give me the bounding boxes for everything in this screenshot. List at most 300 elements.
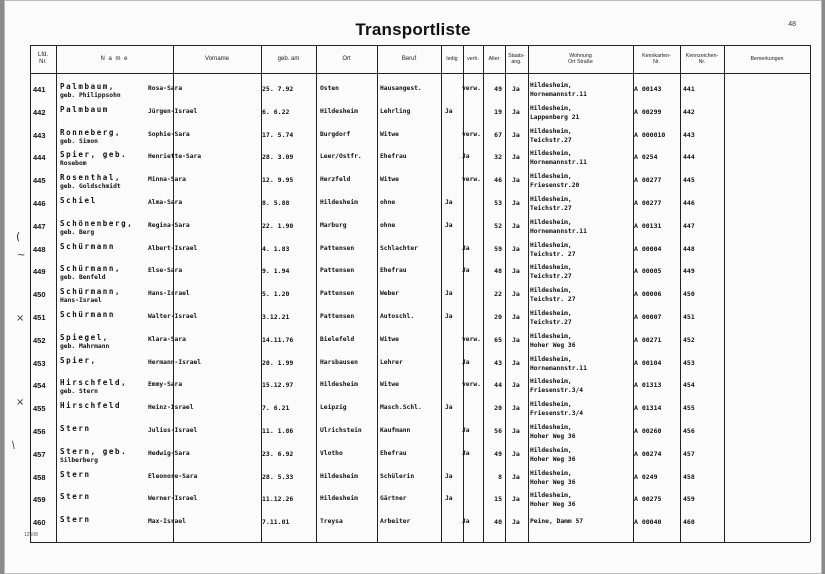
cell-vorname: Albert-Israel: [148, 244, 198, 252]
cell-staatsang: Ja: [512, 267, 520, 276]
cell-wohnung-ort: Hildesheim,: [530, 492, 572, 500]
cell-vorname: Jürgen-Israel: [148, 107, 198, 115]
cell-beruf: Lehrer: [380, 358, 403, 366]
cell-verh: verw.: [462, 176, 481, 184]
cell-alter: 65: [494, 335, 502, 344]
cell-ort: Leipzig: [320, 404, 347, 412]
cell-staatsang: Ja: [512, 244, 520, 253]
header-kennkarten: Kennkarten- Nr.: [642, 52, 671, 65]
cell-alter: 52: [494, 221, 502, 230]
cell-kennzeichen: 455: [683, 404, 695, 413]
cell-vorname: Max-Israel: [148, 518, 186, 526]
cell-alter: 32: [494, 153, 502, 162]
cell-ledig: Ja: [445, 495, 453, 503]
cell-beruf: Masch.Schl.: [380, 404, 422, 412]
cell-beruf: Weber: [380, 290, 399, 298]
cell-kennkarten: A 01313: [634, 381, 662, 390]
cell-geb: 7.11.01: [262, 518, 290, 527]
cell-geb: 14.11.76: [262, 335, 294, 344]
cell-wohnung-strasse: Hoher Weg 36: [530, 455, 576, 463]
cell-vorname: Alma-Sara: [148, 199, 183, 206]
cell-geb: 4. 1.83: [262, 244, 290, 253]
table-row: [30, 149, 810, 170]
cell-kennzeichen: 450: [683, 290, 695, 299]
cell-kennkarten: A 0249: [634, 472, 658, 481]
cell-ledig: Ja: [445, 404, 453, 412]
cell-kennkarten: A 00277: [634, 199, 662, 207]
cell-wohnung-ort: Hildesheim,: [530, 104, 572, 112]
cell-vorname: Walter-Israel: [148, 313, 198, 320]
cell-alter: 56: [494, 427, 502, 435]
cell-wohnung-ort: Hildesheim,: [530, 264, 572, 272]
cell-alter: 15: [494, 495, 502, 504]
cell-alter: 48: [494, 267, 502, 276]
table-row: [30, 491, 810, 512]
cell-ort: Treysa: [320, 518, 343, 526]
cell-kennzeichen: 447: [683, 221, 695, 230]
cell-alter: 20: [494, 313, 502, 321]
cell-vorname: Else-Sara: [148, 267, 183, 275]
cell-ort: Hildesheim: [320, 107, 358, 115]
table-row: [30, 218, 810, 239]
cell-ort: Pattensen: [320, 313, 355, 320]
table-row: [30, 263, 810, 284]
cell-ledig: Ja: [445, 221, 453, 229]
cell-lfd: 455: [33, 404, 46, 414]
cell-kennkarten: A 01314: [634, 404, 662, 413]
cell-wohnung-ort: Hildesheim,: [530, 310, 572, 317]
cell-kennzeichen: 452: [683, 335, 695, 344]
footnote: 12508: [24, 532, 38, 538]
cell-kennkarten: A 00275: [634, 495, 662, 504]
table-row: [30, 127, 810, 148]
cell-staatsang: Ja: [512, 290, 520, 299]
cell-wohnung-strasse: Hoher Weg 36: [530, 433, 576, 440]
cell-geb: 11.12.26: [262, 495, 294, 504]
cell-vorname: Werner-Israel: [148, 495, 198, 503]
cell-wohnung-strasse: Hoher Weg 36: [530, 341, 576, 349]
header-lfd: Lfd. Nr.: [37, 52, 48, 65]
cell-alter: 20: [494, 404, 502, 413]
cell-name-line2: Hans-Israel: [60, 297, 102, 305]
cell-staatsang: Ja: [512, 495, 520, 504]
cell-staatsang: Ja: [512, 427, 520, 435]
table-row: [30, 377, 810, 398]
cell-kennzeichen: 441: [683, 85, 695, 93]
cell-name: Spier, geb.: [60, 150, 128, 160]
cell-kennzeichen: 453: [683, 358, 695, 367]
cell-alter: 44: [494, 381, 502, 390]
header-kennzeichen: Kennzeichen- Nr.: [685, 52, 719, 65]
table-row: [30, 423, 810, 444]
cell-kennkarten: A 00131: [634, 221, 662, 230]
cell-wohnung-strasse: Teichstr.27: [530, 319, 572, 326]
cell-kennzeichen: 444: [683, 153, 695, 162]
cell-wohnung-strasse: Teichstr. 27: [530, 296, 576, 304]
cell-staatsang: Ja: [512, 335, 520, 344]
cell-lfd: 448: [33, 244, 46, 254]
cell-wohnung-strasse: Friesenstr.3/4: [530, 410, 584, 418]
table-row: [30, 241, 810, 262]
cell-ort: Leer/Ostfr.: [320, 153, 362, 161]
cell-ledig: Ja: [445, 313, 453, 320]
cell-name-line2: geb. Benfeld: [60, 274, 106, 282]
cell-name: Stern, geb.: [60, 446, 128, 456]
header-alter: Alter: [488, 55, 500, 62]
cell-kennzeichen: 445: [683, 176, 695, 185]
cell-lfd: 444: [33, 153, 46, 163]
cell-vorname: Minna-Sara: [148, 176, 186, 184]
cell-wohnung-ort: Hildesheim,: [530, 218, 572, 226]
cell-alter: 67: [494, 130, 502, 139]
cell-wohnung-ort: Hildesheim,: [530, 469, 572, 477]
cell-geb: 8. 5.88: [262, 199, 290, 207]
cell-name: Rosenthal,: [60, 173, 122, 183]
cell-beruf: Ehefrau: [380, 449, 407, 457]
cell-beruf: Gärtner: [380, 495, 407, 503]
cell-kennkarten: A 00006: [634, 290, 662, 299]
cell-name: Palmbaum: [60, 104, 109, 114]
page-title: Transportliste: [355, 20, 471, 39]
row-divider: [30, 73, 810, 74]
cell-ort: Hildesheim: [320, 472, 358, 480]
cell-alter: 49: [494, 449, 502, 458]
cell-beruf: Witwe: [380, 130, 399, 138]
header-name: N a m e: [100, 55, 129, 62]
cell-geb: 28. 3.09: [262, 153, 294, 162]
cell-wohnung-strasse: Friesenstr.3/4: [530, 387, 584, 395]
cell-lfd: 445: [33, 176, 46, 186]
cell-wohnung-strasse: Hornemannstr.11: [530, 159, 587, 167]
cell-kennzeichen: 443: [683, 130, 695, 139]
cell-alter: 46: [494, 176, 502, 185]
cell-wohnung-ort: Hildesheim,: [530, 196, 572, 203]
cell-kennzeichen: 448: [683, 244, 695, 253]
cell-ledig: Ja: [445, 199, 453, 206]
margin-cross-mark: ×: [16, 313, 25, 324]
cell-beruf: ohne: [380, 221, 396, 229]
cell-vorname: Klara-Sara: [148, 335, 186, 343]
cell-lfd: 453: [33, 358, 46, 368]
header-vorname: Vorname: [204, 55, 229, 62]
cell-alter: 53: [494, 199, 502, 207]
cell-wohnung-strasse: Teichstr. 27: [530, 250, 576, 258]
cell-geb: 6. 6.22: [262, 107, 290, 116]
cell-alter: 59: [494, 244, 502, 253]
table-row: [30, 446, 810, 467]
cell-name-line2: geb. Stern: [60, 388, 98, 396]
cell-geb: 12. 9.95: [262, 176, 294, 185]
cell-kennkarten: A 00005: [634, 267, 662, 276]
header-wohnung: Wohnung Ort Straße: [568, 52, 593, 65]
cell-beruf: Autoschl.: [380, 313, 415, 320]
cell-geb: 11. 1.86: [262, 427, 294, 435]
table-row: [30, 286, 810, 307]
header-beruf: Beruf: [401, 55, 417, 62]
cell-ort: Bielefeld: [320, 335, 355, 343]
cell-name: Stern: [60, 515, 91, 525]
cell-kennkarten: A 000010: [634, 130, 666, 139]
cell-ort: Harsbausen: [320, 358, 358, 366]
page-number: 48: [788, 21, 796, 28]
cell-wohnung-ort: Hildesheim,: [530, 446, 572, 454]
cell-lfd: 458: [33, 472, 46, 482]
cell-wohnung-ort: Hildesheim,: [530, 241, 572, 249]
cell-beruf: Schülerin: [380, 472, 415, 480]
cell-vorname: Hans-Israel: [148, 290, 190, 298]
table-row: [30, 104, 810, 125]
cell-geb: 5. 1.20: [262, 290, 290, 299]
cell-ort: Pattensen: [320, 244, 355, 252]
cell-ort: Hildesheim: [320, 199, 358, 206]
cell-staatsang: Ja: [512, 313, 520, 321]
cell-name: Hirschfeld,: [60, 378, 128, 388]
cell-staatsang: Ja: [512, 404, 520, 413]
cell-staatsang: Ja: [512, 153, 520, 162]
cell-wohnung-ort: Hildesheim,: [530, 424, 572, 431]
cell-alter: 49: [494, 85, 502, 93]
cell-ort: Hildesheim: [320, 495, 358, 503]
cell-wohnung-ort: Hildesheim,: [530, 401, 572, 409]
cell-vorname: Sophie-Sara: [148, 130, 190, 138]
cell-beruf: Kaufmann: [380, 427, 411, 434]
cell-vorname: Eleonore-Sara: [148, 472, 198, 480]
cell-lfd: 460: [33, 518, 46, 528]
cell-ort: Vlotho: [320, 449, 343, 457]
cell-kennzeichen: 446: [683, 199, 695, 207]
cell-name-line2: geb. Goldschmidt: [60, 183, 121, 191]
cell-kennkarten: A 00260: [634, 427, 662, 435]
cell-verh: Ja: [462, 267, 470, 275]
cell-verh: Ja: [462, 427, 470, 434]
cell-kennkarten: A 00143: [634, 85, 662, 93]
cell-kennzeichen: 442: [683, 107, 695, 116]
cell-kennkarten: A 00040: [634, 518, 662, 527]
cell-ort: Pattensen: [320, 290, 355, 298]
cell-ledig: Ja: [445, 290, 453, 298]
cell-alter: 40: [494, 518, 502, 527]
cell-alter: 8: [498, 472, 502, 481]
cell-staatsang: Ja: [512, 85, 520, 93]
cell-wohnung-strasse: Teichstr.27: [530, 205, 572, 212]
cell-vorname: Regina-Sara: [148, 221, 190, 229]
cell-name: Hirschfeld: [60, 401, 122, 411]
cell-kennkarten: A 00004: [634, 244, 662, 253]
cell-name: Schürmann: [60, 310, 116, 319]
cell-geb: 25. 7.92: [262, 85, 294, 93]
cell-name-line2: geb. Mahrmann: [60, 342, 110, 350]
cell-geb: 23. 6.92: [262, 449, 294, 458]
header-geb: geb. am: [277, 55, 300, 62]
cell-wohnung-strasse: Hornemannstr.11: [530, 227, 587, 235]
cell-vorname: Hermann-Israel: [148, 358, 202, 366]
cell-kennkarten: A 00277: [634, 176, 662, 185]
cell-name-line2: geb. Simon: [60, 137, 98, 145]
cell-wohnung-strasse: Hoher Weg 36: [530, 478, 576, 486]
cell-verh: Ja: [462, 244, 470, 252]
cell-wohnung-ort: Hildesheim,: [530, 332, 572, 340]
cell-staatsang: Ja: [512, 358, 520, 367]
cell-verh: Ja: [462, 518, 470, 526]
cell-staatsang: Ja: [512, 199, 520, 207]
table-row: [30, 400, 810, 421]
header-ledig: ledig: [446, 55, 458, 62]
cell-ort: Burgdorf: [320, 130, 351, 138]
cell-name: Spiegel,: [60, 332, 109, 342]
cell-kennzeichen: 456: [683, 427, 695, 435]
cell-vorname: Emmy-Sara: [148, 381, 183, 389]
cell-alter: 22: [494, 290, 502, 299]
row-divider: [30, 45, 810, 46]
cell-verh: verw.: [462, 381, 481, 389]
cell-geb: 7. 6.21: [262, 404, 290, 413]
cell-kennkarten: A 00007: [634, 313, 662, 321]
cell-wohnung-ort: Hildesheim,: [530, 127, 572, 135]
cell-kennkarten: A 00271: [634, 335, 662, 344]
cell-vorname: Henriette-Sara: [148, 153, 202, 161]
cell-name: Stern: [60, 492, 91, 502]
cell-kennzeichen: 451: [683, 313, 695, 321]
cell-wohnung-ort: Hildesheim,: [530, 173, 572, 181]
table-row: [30, 469, 810, 490]
cell-name-line2: Silberberg: [60, 456, 98, 464]
cell-name: Spier,: [60, 355, 97, 365]
cell-lfd: 449: [33, 267, 46, 277]
cell-beruf: ohne: [380, 199, 396, 206]
cell-name-line2: geb. Philippsohn: [60, 92, 121, 99]
cell-ort: Osten: [320, 85, 339, 92]
cell-ort: Marburg: [320, 221, 347, 229]
cell-kennzeichen: 459: [683, 495, 695, 504]
cell-lfd: 442: [33, 107, 46, 117]
cell-ort: Hildesheim: [320, 381, 358, 389]
margin-stroke-mark: /: [9, 439, 18, 452]
cell-kennkarten: A 00104: [634, 358, 662, 367]
cell-geb: 15.12.97: [262, 381, 294, 390]
table-row: [30, 172, 810, 193]
cell-beruf: Witwe: [380, 176, 399, 184]
cell-beruf: Ehefrau: [380, 267, 407, 275]
margin-cross-mark: ×: [16, 397, 25, 408]
cell-wohnung-strasse: Hornemannstr.11: [530, 364, 587, 372]
cell-lfd: 451: [33, 313, 46, 322]
cell-ledig: Ja: [445, 472, 453, 480]
cell-geb: 22. 1.90: [262, 221, 294, 230]
cell-staatsang: Ja: [512, 472, 520, 481]
margin-check-mark: ~: [17, 250, 26, 261]
cell-beruf: Lehrling: [380, 107, 411, 115]
cell-staatsang: Ja: [512, 107, 520, 116]
cell-name: Schürmann: [60, 241, 116, 251]
cell-ledig: Ja: [445, 107, 453, 115]
cell-beruf: Arbeiter: [380, 518, 411, 526]
header-ort: Ort: [342, 55, 351, 62]
cell-kennzeichen: 457: [683, 449, 695, 458]
cell-staatsang: Ja: [512, 130, 520, 139]
cell-kennkarten: A 0254: [634, 153, 658, 162]
cell-name: Schiel: [60, 196, 97, 205]
cell-kennkarten: A 00274: [634, 449, 662, 458]
table-row: [30, 195, 810, 216]
cell-staatsang: Ja: [512, 518, 520, 527]
table-row: [30, 355, 810, 376]
cell-beruf: Ehefrau: [380, 153, 407, 161]
cell-alter: 43: [494, 358, 502, 367]
cell-verh: verw.: [462, 85, 481, 92]
header-verh: verh.: [467, 55, 479, 62]
margin-bracket-mark: (: [16, 230, 21, 243]
cell-wohnung-ort: Hildesheim,: [530, 82, 572, 89]
cell-beruf: Schlachter: [380, 244, 418, 252]
table-row: [30, 81, 810, 102]
cell-lfd: 443: [33, 130, 46, 140]
cell-wohnung-ort: Hildesheim,: [530, 378, 572, 386]
cell-lfd: 447: [33, 221, 46, 231]
cell-verh: verw.: [462, 335, 481, 343]
cell-geb: 20. 1.99: [262, 358, 294, 367]
cell-staatsang: Ja: [512, 449, 520, 458]
cell-verh: Ja: [462, 153, 470, 161]
cell-geb: 3.12.21: [262, 313, 290, 321]
cell-lfd: 446: [33, 199, 46, 208]
row-divider: [30, 542, 810, 543]
cell-wohnung-strasse: Teichstr.27: [530, 136, 572, 144]
cell-geb: 28. 5.33: [262, 472, 294, 481]
cell-geb: 9. 1.94: [262, 267, 290, 276]
cell-verh: Ja: [462, 449, 470, 457]
cell-wohnung-strasse: Hoher Weg 36: [530, 501, 576, 509]
cell-name: Schürmann,: [60, 287, 122, 297]
table-row: [30, 309, 810, 330]
cell-lfd: 454: [33, 381, 46, 391]
cell-wohnung-ort: Hildesheim,: [530, 355, 572, 363]
cell-name: Stern: [60, 469, 91, 479]
cell-name: Ronneberg,: [60, 127, 122, 137]
cell-staatsang: Ja: [512, 221, 520, 230]
cell-wohnung-strasse: Friesenstr.20: [530, 182, 580, 190]
cell-ort: Pattensen: [320, 267, 355, 275]
cell-name: Palmbaum,: [60, 82, 116, 91]
cell-ort: Ulrichstein: [320, 427, 362, 434]
cell-vorname: Rosa-Sara: [148, 85, 183, 92]
cell-geb: 17. 5.74: [262, 130, 294, 139]
cell-lfd: 441: [33, 85, 46, 94]
cell-vorname: Julius-Israel: [148, 427, 198, 434]
cell-lfd: 452: [33, 335, 46, 345]
cell-kennkarten: A 00299: [634, 107, 662, 116]
cell-lfd: 457: [33, 449, 46, 459]
document-page: [4, 0, 822, 574]
cell-staatsang: Ja: [512, 381, 520, 390]
cell-name: Stern: [60, 424, 91, 433]
column-divider: [810, 45, 811, 542]
cell-beruf: Witwe: [380, 381, 399, 389]
cell-wohnung-ort: Hildesheim,: [530, 287, 572, 295]
header-staat: Staats- ang.: [508, 52, 525, 65]
cell-vorname: Heinz-Israel: [148, 404, 194, 412]
cell-lfd: 456: [33, 427, 46, 436]
cell-verh: Ja: [462, 358, 470, 366]
cell-vorname: Hedwig-Sara: [148, 449, 190, 457]
cell-lfd: 459: [33, 495, 46, 505]
cell-beruf: Hausangest.: [380, 85, 422, 92]
cell-alter: 19: [494, 107, 502, 116]
table-row: [30, 514, 810, 535]
cell-kennzeichen: 454: [683, 381, 695, 390]
cell-kennzeichen: 460: [683, 518, 695, 527]
cell-wohnung-strasse: Teichstr.27: [530, 273, 572, 281]
cell-name-line2: Rosebom: [60, 160, 87, 168]
